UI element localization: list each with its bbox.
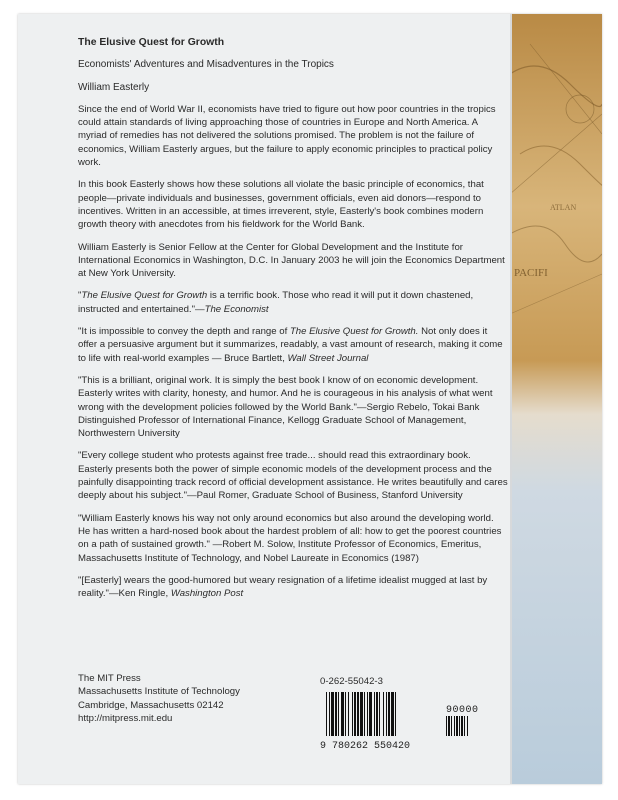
barcode-bar [391,692,394,736]
map-strip [510,14,602,784]
barcode-bar [341,692,344,736]
barcode-bar [348,692,349,736]
publisher-name: The MIT Press [78,673,141,684]
price-code: 90000 [446,705,479,716]
barcode-bar [329,692,330,736]
review-economist: "The Elusive Quest for Growth is a terrific book. Those who read it will put it down chastened, instructed and entertained."—The Economist [78,290,474,315]
barcode-bar [345,692,346,736]
map-label-pacific: PACIFI [514,267,548,279]
publisher-address: Cambridge, Massachusetts 02142 [78,699,224,711]
barcode-bar [379,692,380,736]
publisher-institution: Massachusetts Institute of Technology [78,686,240,698]
barcode-graphic [318,690,498,752]
book-subtitle: Economists' Adventures and Misadventures in the Tropics [78,59,334,71]
review-ringle: "[Easterly] wears the good-humored but weary resignation of a lifetime idealist mugged at last by reality."—Ken Ringle, Washington Post [78,574,488,600]
review-bartlett: "It is impossible to convey the depth and range of The Elusive Quest for Growth. Not only does it offer a persuasive argument but it summarizes, readably, a vast amount of research, making it come to life with real-world examples — Bruce Bartlett, Wall Street Journal [78,326,503,364]
book-title: The Elusive Quest for Growth [78,37,225,48]
antique-map-image [510,14,602,784]
barcode-bar [360,692,363,736]
book-author: William Easterly [78,81,150,93]
price-bar [451,716,452,736]
barcode-bar [374,692,375,736]
barcode-bar [376,692,378,736]
barcode-bar [338,692,339,736]
blurb-column [78,36,508,609]
barcode-bar [352,692,353,736]
barcode [318,690,498,757]
publisher-block [78,672,240,725]
price-bar [464,716,465,736]
review-rebelo: "This is a brilliant, original work. It is simply the best book I know of on economic development. Easterly writes with clarity, honesty, and humor. And he is courageous in his analysis of what went wrong with the development policies followed by the World Bank."—Sergio Rebelo, Tokai Bank Distinguished Professor of International Finance, Kellogg Graduate School of Management, Northwestern University [78,374,493,440]
barcode-bar [388,692,390,736]
ean-number: 9 780262 550420 [320,741,411,752]
blurb-paragraph-1: Since the end of World War II, economists have tried to figure out how poor countries in the tropics could attain standards of living approaching those of countries in Europe and North America. A myriad of remedies has not delivered the solutions promised. The problem is not the failure of economics, William Easterly argues, but the failure to apply economic principles to practical policy work. [78,103,496,169]
review-romer: "Every college student who protests against free trade... should read this extraordinary book. Easterly presents both the power of simple economic models of the development process and the painfully disappointing track record of official development assistance. He writes beautifully and cares deeply about his subject."—Paul Romer, Graduate School of Business, Stanford University [78,450,508,502]
barcode-bar [335,692,337,736]
price-bar [446,716,447,736]
barcode-bar [386,692,387,736]
barcode-bar [331,692,334,736]
barcode-bar [383,692,384,736]
blurb-paragraph-2: In this book Easterly shows how these solutions all violate the basic principle of economics, that people—private individuals and businesses, government officials, even aid donors—respond to incentives. Written in an accessible, at times irreverent, style, Easterly's book combines modern growth theory with anecdotes from his fieldwork for the World Bank. [78,179,484,231]
price-bar [459,716,460,736]
review-solow: "William Easterly knows his way not only around economics but also around the developing world. He has written a hard-nosed book about the hardest problem of all: how to get the poorest countries on a path of sustained growth." —Robert M. Solow, Institute Professor of Economics, Emeritus, Massachusetts Institute of Technology, and Nobel Laureate in Economics (1987) [78,512,502,564]
price-bar [456,716,458,736]
price-bar [454,716,455,736]
barcode-bar [395,692,396,736]
barcode-bar [357,692,359,736]
barcode-bar [354,692,356,736]
price-bar [448,716,450,736]
publisher-url: http://mitpress.mit.edu [78,712,173,724]
isbn-label: 0-262-55042-3 [320,676,383,687]
price-bar [467,716,468,736]
barcode-bar [364,692,365,736]
author-bio: William Easterly is Senior Fellow at the Center for Global Development and the Institute for International Economics in Washington, D.C. In January 2003 he will join the Economics Department at New York University. [78,241,505,280]
barcode-bar [369,692,372,736]
barcode-bar [367,692,368,736]
map-label-atlantic: ATLAN [550,203,577,212]
price-bar [461,716,463,736]
barcode-bar [326,692,327,736]
